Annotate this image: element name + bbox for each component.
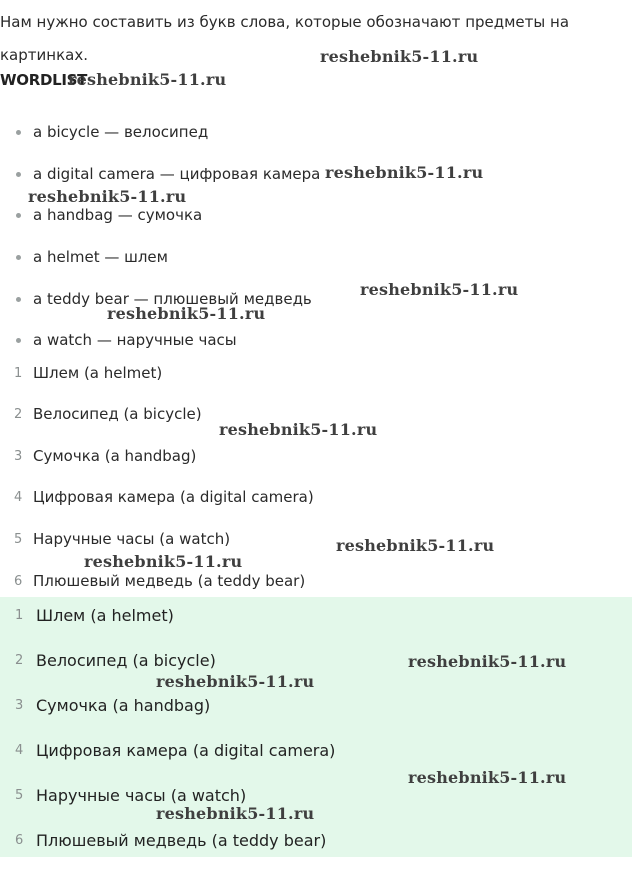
- item-number: 1: [14, 365, 23, 381]
- bullet-icon: [16, 338, 21, 343]
- item-text: Сумочка (a handbag): [33, 447, 197, 465]
- watermark: reshebnik5-11.ru: [84, 552, 243, 571]
- list-item-text: a watch — наручные часы: [33, 331, 237, 349]
- item-text: Велосипед (a bicycle): [33, 405, 202, 423]
- answer-item: [0, 648, 216, 672]
- item-number: 1: [15, 607, 24, 623]
- watermark: reshebnik5-11.ru: [408, 768, 567, 787]
- watermark: reshebnik5-11.ru: [325, 163, 484, 182]
- watermark: reshebnik5-11.ru: [107, 304, 266, 323]
- list-item-text: a teddy bear — плюшевый медведь: [33, 290, 312, 308]
- item-text: Сумочка (a handbag): [36, 695, 211, 715]
- watermark: reshebnik5-11.ru: [156, 804, 315, 823]
- item-text: Плюшевый медведь (a teddy bear): [36, 830, 327, 850]
- list-item-text: a digital camera — цифровая камера: [33, 165, 321, 183]
- list-item-text: a helmet — шлем: [33, 248, 168, 266]
- task-instruction: Нам нужно составить из букв слова, которые обозначают предметы на картинках.: [0, 13, 570, 64]
- answer-panel: [0, 597, 632, 857]
- bullet-icon: [16, 130, 21, 135]
- numbered-item: [0, 528, 230, 550]
- answer-item: [0, 738, 335, 762]
- watermark: reshebnik5-11.ru: [156, 672, 315, 691]
- item-number: 2: [15, 652, 24, 668]
- numbered-item: [0, 570, 305, 592]
- item-text: Плюшевый медведь (a teddy bear): [33, 572, 306, 590]
- numbered-item: [0, 362, 162, 384]
- answer-item: [0, 603, 174, 627]
- bullet-icon: [16, 255, 21, 260]
- item-number: 4: [15, 742, 24, 758]
- item-text: Цифровая камера (a digital camera): [33, 488, 314, 506]
- numbered-item: [0, 403, 202, 425]
- item-number: 6: [14, 573, 23, 589]
- wordlist-title: WORDLIST: [0, 71, 88, 89]
- item-text: Наручные часы (a watch): [36, 785, 247, 805]
- list-item: [0, 246, 168, 268]
- watermark: reshebnik5-11.ru: [320, 47, 479, 66]
- bullet-icon: [16, 213, 21, 218]
- item-text: Шлем (a helmet): [36, 605, 174, 625]
- watermark: reshebnik5-11.ru: [336, 536, 495, 555]
- item-text: Наручные часы (a watch): [33, 530, 231, 548]
- bullet-icon: [16, 172, 21, 177]
- list-item: [0, 329, 237, 351]
- item-number: 3: [14, 448, 23, 464]
- watermark: reshebnik5-11.ru: [28, 187, 187, 206]
- watermark: reshebnik5-11.ru: [68, 70, 227, 89]
- answer-item: [0, 693, 210, 717]
- item-text: Шлем (a helmet): [33, 364, 163, 382]
- numbered-item: [0, 445, 196, 467]
- item-number: 3: [15, 697, 24, 713]
- item-number: 6: [15, 832, 24, 848]
- list-item: [0, 163, 320, 185]
- list-item: [0, 204, 202, 226]
- item-number: 4: [14, 489, 23, 505]
- list-item: [0, 121, 208, 143]
- watermark: reshebnik5-11.ru: [360, 280, 519, 299]
- list-item-text: a handbag — сумочка: [33, 206, 203, 224]
- list-item-text: a bicycle — велосипед: [33, 123, 209, 141]
- watermark: reshebnik5-11.ru: [219, 420, 378, 439]
- item-text: Цифровая камера (a digital camera): [36, 740, 336, 760]
- item-number: 5: [15, 787, 24, 803]
- numbered-item: [0, 486, 314, 508]
- item-number: 5: [14, 531, 23, 547]
- watermark: reshebnik5-11.ru: [408, 652, 567, 671]
- item-text: Велосипед (a bicycle): [36, 650, 216, 670]
- item-number: 2: [14, 406, 23, 422]
- answer-item: [0, 828, 326, 852]
- bullet-icon: [16, 297, 21, 302]
